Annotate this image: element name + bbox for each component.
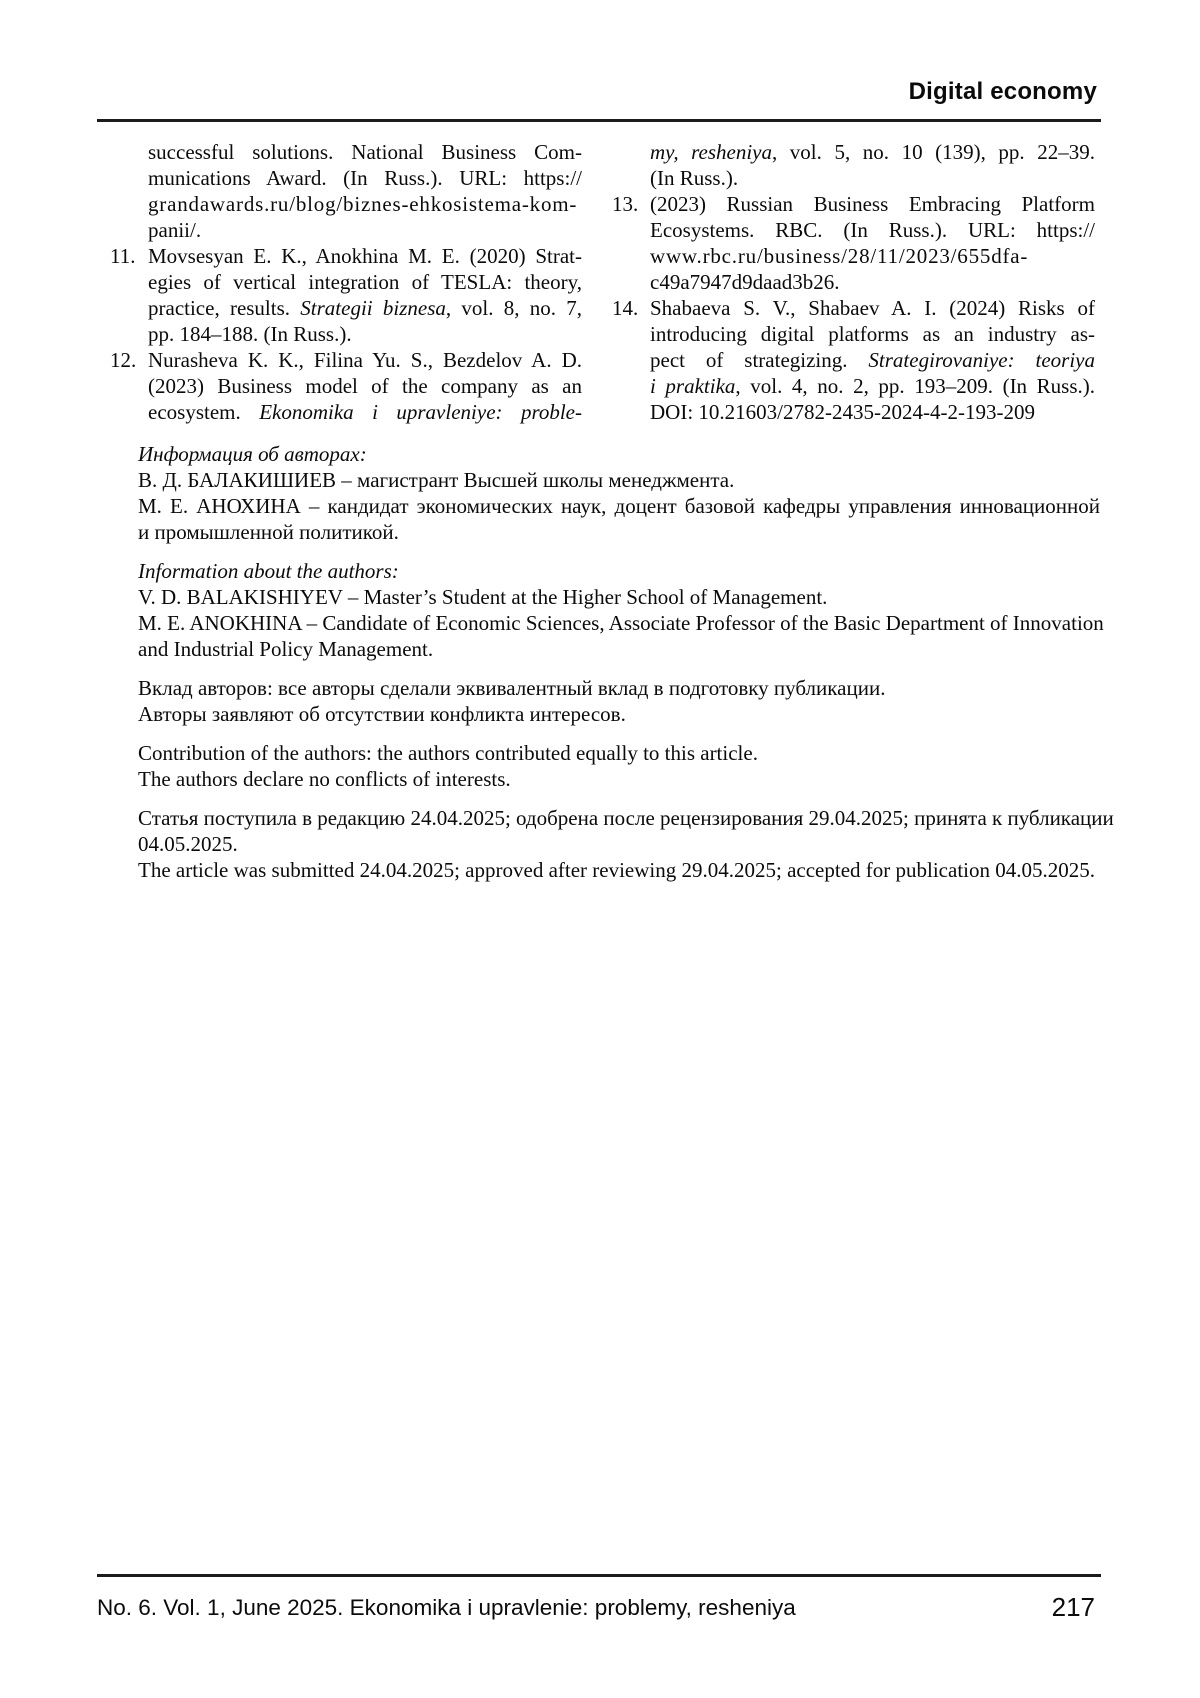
text-run: pp. 184–188. (In Russ.).	[148, 322, 352, 346]
text-line	[650, 373, 1095, 399]
reference-item	[110, 243, 582, 347]
text-line	[138, 740, 1100, 766]
text-run: and Industrial Policy Management.	[138, 637, 434, 661]
text-line	[148, 269, 582, 295]
reference-item	[612, 139, 1095, 191]
text-run: Ecosystems. RBC. (In Russ.). URL: https://	[650, 218, 1095, 242]
contribution-en	[138, 740, 1100, 792]
text-line	[138, 831, 1100, 857]
reference-item	[110, 139, 582, 243]
reference-item	[612, 295, 1095, 425]
text-line	[148, 191, 582, 217]
text-run: munications Award. (In Russ.). URL: https://	[148, 166, 582, 190]
references-column-right	[612, 139, 1095, 425]
text-line	[148, 399, 582, 425]
text-line	[650, 243, 1095, 269]
text-run: introducing digital platforms as an industry as-	[650, 322, 1095, 346]
contribution-ru	[138, 675, 1100, 727]
text-line	[148, 373, 582, 399]
text-line	[650, 321, 1095, 347]
text-run: The authors declare no conflicts of interests.	[138, 767, 511, 791]
text-line	[138, 766, 1100, 792]
text-line	[138, 610, 1104, 636]
text-run: M. E. ANOKHINA – Candidate of Economic Sciences, Associate Professor of the Basic Department of Innovation	[138, 611, 1104, 635]
references-column-left	[110, 139, 582, 425]
reference-number: 13.	[612, 192, 639, 216]
text-run: , vol. 4, no. 2, pp. 193–209. (In Russ.).	[735, 374, 1095, 398]
text-line	[148, 347, 582, 373]
text-line	[650, 295, 1095, 321]
text-run: Вклад авторов: все авторы сделали эквивалентный вклад в подготовку публикации.	[138, 676, 886, 700]
text-run: и промышленной политикой.	[138, 520, 399, 544]
text-line	[148, 165, 582, 191]
text-run: , vol. 8, no. 7,	[445, 296, 582, 320]
italic-text-run: Ekonomika i upravleniye: proble-	[259, 400, 582, 424]
text-line	[148, 295, 582, 321]
references-section	[110, 139, 1095, 425]
text-line	[138, 857, 1100, 883]
text-run: 04.05.2025.	[138, 832, 238, 856]
text-line	[148, 139, 582, 165]
text-line	[138, 584, 1100, 610]
text-line	[138, 636, 1100, 662]
text-run: Статья поступила в редакцию 24.04.2025; одобрена после рецензирования 29.04.2025; принята к публикации	[138, 806, 1114, 830]
text-line	[138, 441, 1100, 467]
footer-page-number: 217	[1051, 1592, 1095, 1622]
reference-number: 11.	[110, 244, 136, 268]
text-line	[650, 347, 1095, 373]
text-line	[138, 493, 1100, 519]
text-line	[138, 701, 1100, 727]
text-line	[138, 805, 1114, 831]
text-run: Nurasheva K. K., Filina Yu. S., Bezdelov A. D.	[148, 348, 582, 372]
italic-text-run: Информация об авторах:	[138, 442, 367, 466]
italic-text-run: Information about the authors:	[138, 559, 399, 583]
text-run: Авторы заявляют об отсутствии конфликта интересов.	[138, 702, 626, 726]
text-run: Shabaeva S. V., Shabaev A. I. (2024) Risks of	[650, 296, 1095, 320]
text-run: The article was submitted 24.04.2025; approved after reviewing 29.04.2025; accepted for publication 04.05.2025.	[138, 858, 1095, 882]
text-line	[650, 139, 1095, 165]
header-rule	[97, 119, 1101, 122]
text-run: Contribution of the authors: the authors contributed equally to this article.	[138, 741, 758, 765]
article-dates	[138, 805, 1114, 883]
text-run: www.rbc.ru/business/28/11/2023/655dfa-	[650, 244, 1029, 268]
text-run: , vol. 5, no. 10 (139), pp. 22–39.	[772, 140, 1095, 164]
text-run: В. Д. БАЛАКИШИЕВ – магистрант Высшей школы менеджмента.	[138, 468, 735, 492]
text-run: grandawards.ru/blog/biznes-ehkosistema-kom-	[148, 192, 578, 216]
italic-text-run: i praktika	[650, 374, 736, 398]
italic-text-run: my, resheniya	[650, 140, 772, 164]
running-head-section-title: Digital economy	[908, 78, 1097, 105]
text-run: panii/.	[148, 218, 202, 242]
text-line	[138, 558, 1100, 584]
text-run: (2023) Business model of the company as an	[148, 374, 582, 398]
text-line	[148, 217, 582, 243]
authors-info-section	[138, 441, 1114, 896]
text-run: (2023) Russian Business Embracing Platform	[650, 192, 1095, 216]
text-line	[148, 321, 582, 347]
text-run: egies of vertical integration of TESLA: theory,	[148, 270, 582, 294]
text-line	[138, 519, 1100, 545]
reference-number: 14.	[612, 296, 639, 320]
italic-text-run: Strategii biznesa	[300, 296, 446, 320]
text-line	[650, 269, 1095, 295]
text-line	[148, 243, 582, 269]
footer-rule	[97, 1574, 1101, 1577]
text-run: pect of strategizing.	[650, 348, 869, 372]
footer-journal-line: No. 6. Vol. 1, June 2025. Ekonomika i upravlenie: problemy, resheniya	[97, 1595, 796, 1620]
reference-item	[612, 191, 1095, 295]
authors-info-en	[138, 558, 1104, 662]
text-line	[650, 399, 1095, 425]
text-run: practice, results.	[148, 296, 301, 320]
text-run: c49a7947d9daad3b26.	[650, 270, 840, 294]
text-run: ecosystem.	[148, 400, 260, 424]
text-run: (In Russ.).	[650, 166, 739, 190]
text-run: Movsesyan E. K., Anokhina M. E. (2020) Strat-	[148, 244, 582, 268]
text-line	[138, 675, 1100, 701]
text-line	[650, 165, 1095, 191]
text-run: М. Е. АНОХИНА – кандидат экономических наук, доцент базовой кафедры управления инновационной	[138, 494, 1100, 518]
text-line	[650, 191, 1095, 217]
text-line	[138, 467, 1100, 493]
text-run: successful solutions. National Business Com-	[148, 140, 582, 164]
text-line	[650, 217, 1095, 243]
text-run: V. D. BALAKISHIYEV – Master’s Student at the Higher School of Management.	[138, 585, 828, 609]
authors-info-ru	[138, 441, 1100, 545]
reference-number: 12.	[110, 348, 137, 372]
text-run: DOI: 10.21603/2782-2435-2024-4-2-193-209	[650, 400, 1035, 424]
reference-item	[110, 347, 582, 425]
italic-text-run: Strategirovaniye: teoriya	[868, 348, 1095, 372]
